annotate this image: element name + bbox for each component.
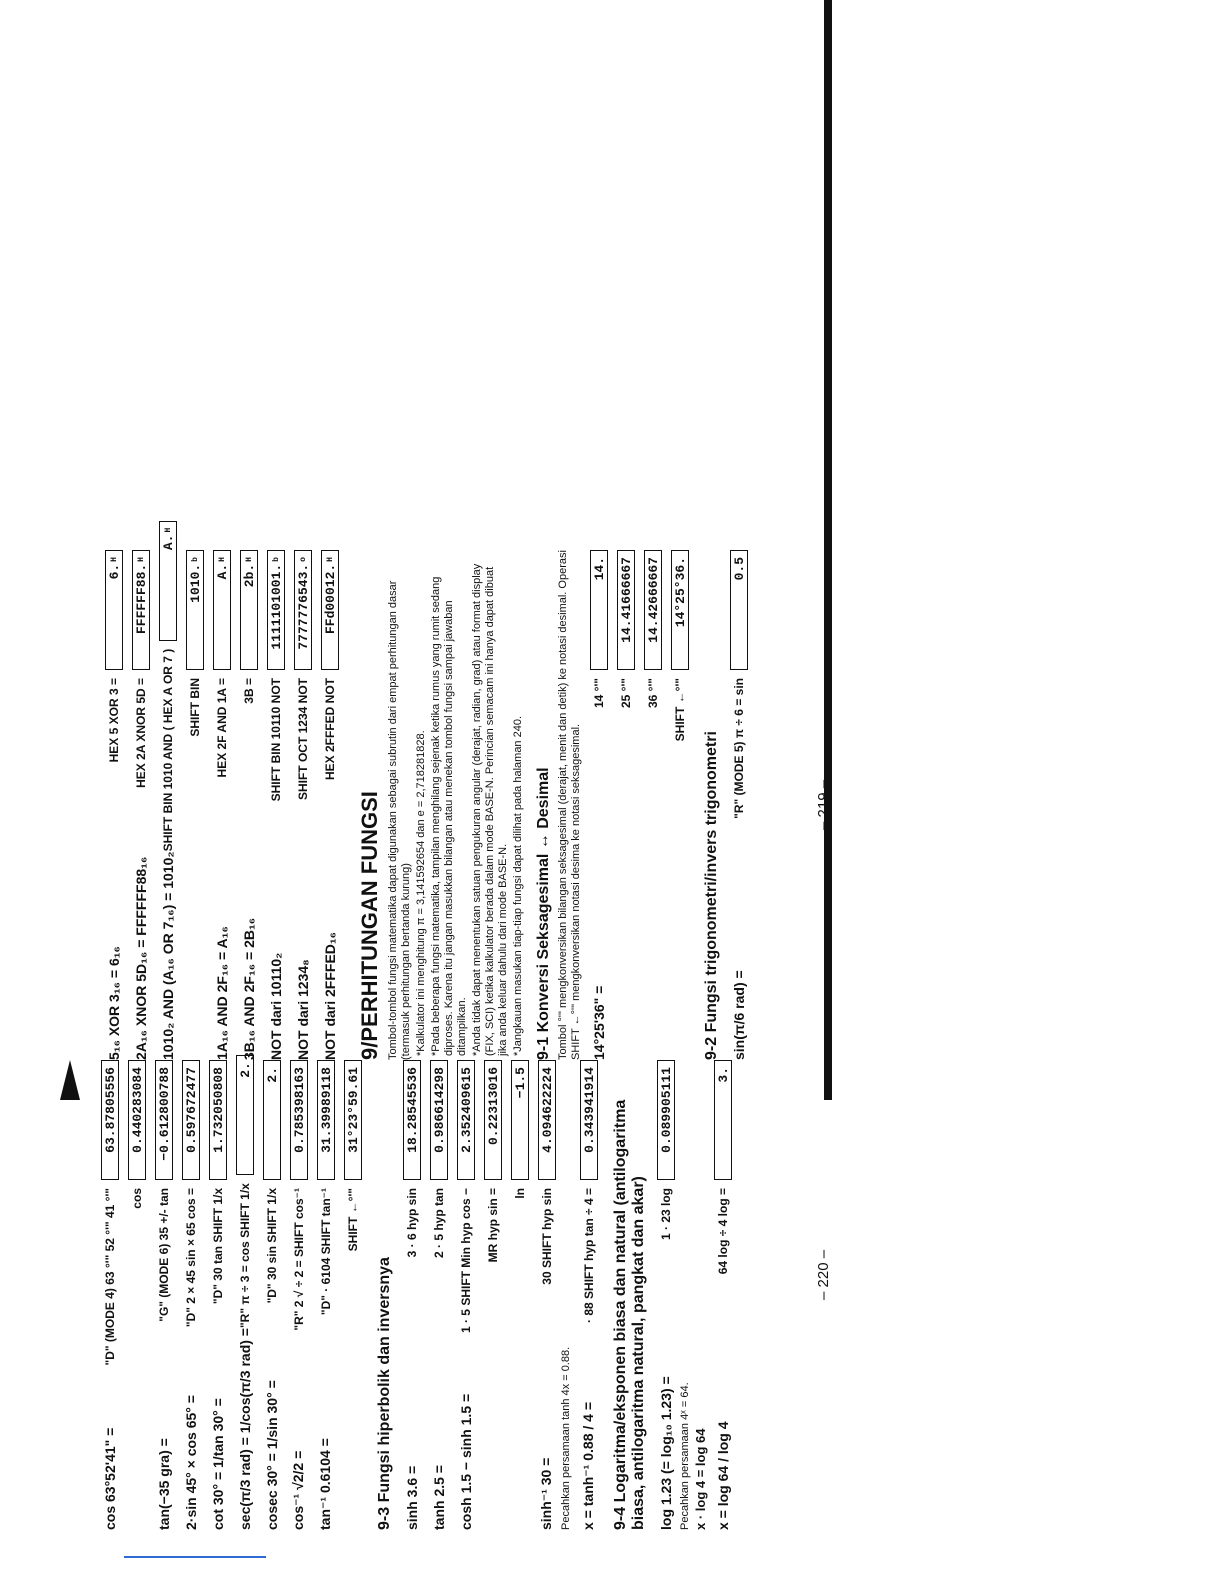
expression: tanh 2.5 = [430, 1465, 447, 1530]
section-title-9-1: 9-1 Konversi Seksagesimal ↔ Desimal [535, 767, 552, 1060]
example-row [96, 1060, 123, 1530]
key-sequence: 25 °'" [618, 678, 633, 709]
example-row [316, 550, 343, 1060]
expression: tan(−35 gra) = [155, 1438, 172, 1530]
lcd-display: 7777776543.$^o$ [294, 550, 312, 670]
mode-flag: H [109, 557, 119, 562]
example-row [398, 1060, 425, 1530]
expression: 3B₁₆ AND 2F₁₆ = 2B₁₆ [240, 917, 257, 1060]
expression: sinh 3.6 = [403, 1465, 420, 1530]
mode-flag: b [271, 557, 281, 562]
intro-paragraph: Tombol-tombol fungsi matematika dapat digunakan sebagai subrutin dari empat perhitungan dasar (termasuk perhitungan bertanda kurung) [387, 580, 412, 1060]
lcd-display: FFFFFF88.$^H$ [132, 550, 150, 670]
lcd-display: 14. [590, 550, 608, 670]
expression: cos⁻¹ √2/2 = [290, 1450, 306, 1530]
example-row [181, 550, 208, 1060]
key-sequence: MR hyp sin = [485, 1188, 500, 1263]
example-row [612, 550, 639, 1060]
example-row [204, 1060, 231, 1530]
lcd-display: 0.785398163 [290, 1060, 308, 1180]
example-row [235, 550, 262, 1060]
lcd-display: A.$^H$ [159, 521, 177, 641]
page-220 [80, 1060, 840, 1530]
key-sequence: SHIFT BIN [187, 678, 202, 737]
key-sequence: 3B = [241, 678, 256, 704]
key-sequence: 3 · 6 hyp sin [404, 1188, 419, 1258]
expression: log 1.23 (= log₁₀ 1.23) = [657, 1376, 674, 1530]
key-sequence: "D" 30 tan SHIFT 1/x [210, 1188, 225, 1305]
lcd-display: 2. [263, 1060, 281, 1180]
lcd-display: 14°25°36. [671, 550, 689, 670]
example-row [285, 1060, 312, 1530]
expression: sinh⁻¹ 30 = [538, 1457, 554, 1530]
lcd-display: 4.094622224 [538, 1060, 556, 1180]
page-219 [80, 527, 840, 1060]
example-row [575, 1060, 602, 1530]
key-sequence: SHIFT ←°'" [672, 678, 687, 742]
key-sequence: "G" (MODE 6) 35 +/- tan [156, 1188, 171, 1322]
example-row [725, 550, 752, 1060]
key-sequence: 1 · 23 log [658, 1188, 673, 1241]
lcd-display: −0.612800788 [155, 1060, 173, 1180]
example-row [452, 1060, 479, 1530]
mode-flag: o [298, 557, 308, 562]
base-n-examples [100, 527, 343, 1060]
expression: 2A₁₆ XNOR 5D₁₆ = FFFFFF88₁₆ [132, 856, 149, 1060]
lcd-display: 31°23°59.61 [344, 1060, 362, 1180]
note-item: *Kalkulator ini menghitung π = 3,141592654 dan e = 2,718281828. [415, 730, 427, 1056]
expression: 2·sin 45° × cos 65° = [182, 1395, 199, 1530]
section-title-9-2: 9-2 Fungsi trigonometri/invers trigonometri [703, 731, 720, 1060]
key-sequence: cos [129, 1188, 144, 1209]
example-row [231, 1060, 258, 1530]
key-sequence: SHIFT BIN 1010 AND ( HEX A OR 7 ) [160, 648, 175, 852]
lcd-display: FFd00012.$^H$ [321, 550, 339, 670]
section-text: Tombol °'" mengkonversikan bilangan seksagesimal (derajat, menit dan detik) ke notasi desimal. Operasi SHIFT ←°'" mengkonversikan notasi desima ke notasi seksagesimal. [557, 550, 582, 1060]
key-sequence: HEX 5 XOR 3 = [106, 678, 121, 763]
lcd-display: 6.$^H$ [105, 550, 123, 670]
expression: 1A₁₆ AND 2F₁₆ = A₁₆ [213, 926, 230, 1060]
chapter-title: 9/PERHITUNGAN FUNGSI [357, 791, 382, 1060]
example-row [709, 1060, 736, 1530]
key-sequence: SHIFT OCT 1234 NOT [295, 678, 310, 801]
key-sequence: 30 SHIFT hyp sin [539, 1188, 554, 1285]
expression: tan⁻¹ 0.6104 = [317, 1438, 333, 1530]
mode-flag: b [190, 557, 200, 562]
key-sequence: · 88 SHIFT hyp tan ÷ 4 = [581, 1188, 596, 1323]
lcd-display: 63.87805556 [101, 1060, 119, 1180]
lcd-display: 0.5 [730, 550, 748, 670]
example-row [666, 550, 693, 1060]
section-title-9-3: 9-3 Fungsi hiperbolik dan inversnya [376, 1257, 393, 1530]
key-sequence: SHIFT BIN 10110 NOT [268, 678, 283, 802]
mode-flag: H [217, 557, 227, 562]
trig-examples [96, 1060, 366, 1530]
key-sequence: "R" (MODE 5) π ÷ 6 = sin [731, 678, 746, 819]
scan-corner-mark [60, 1060, 80, 1100]
key-sequence: 1 · 5 SHIFT Min hyp cos − [458, 1188, 473, 1334]
key-sequence: SHIFT ←°'" [345, 1188, 360, 1252]
hyperbolic-examples [398, 1060, 560, 1530]
mode-flag: H [136, 557, 146, 562]
lcd-display: 2.352409615 [457, 1060, 475, 1180]
example-row [652, 1060, 679, 1530]
example-row [127, 550, 154, 1060]
log-note: Pecahkan persamaan 4ˣ = 64. [679, 1382, 691, 1530]
lcd-display: 1010.$^b$ [186, 550, 204, 670]
key-sequence: "D" 30 sin SHIFT 1/x [264, 1188, 279, 1304]
expression: NOT dari 10110₂ [267, 952, 284, 1060]
mode-flag: H [244, 557, 254, 562]
lcd-display: 2b.$^H$ [240, 550, 258, 670]
lcd-display: 0.597672477 [182, 1060, 200, 1180]
example-row [258, 1060, 285, 1530]
lcd-display: 0.986614298 [430, 1060, 448, 1180]
mode-flag: H [163, 527, 173, 533]
lcd-display: 1111101001.$^b$ [267, 550, 285, 670]
key-sequence: 36 °'" [645, 678, 660, 709]
key-sequence: HEX 2A XNOR 5D = [133, 678, 148, 788]
expression: cosec 30° = 1/sin 30° = [263, 1380, 280, 1530]
lcd-display: 14.41666667 [617, 550, 635, 670]
key-sequence: "D" · 6104 SHIFT tan⁻¹ [318, 1188, 333, 1316]
key-sequence: 64 log ÷ 4 log = [715, 1188, 730, 1275]
page-number: – 220 – [815, 1249, 832, 1300]
expression: 5₁₆ XOR 3₁₆ = 6₁₆ [105, 946, 122, 1060]
lcd-display: 3. [714, 1060, 732, 1180]
expression: sin(π/6 rad) = [730, 970, 747, 1060]
note-item: *Anda tidak dapat menentukan satuan pengukuran angular (derajat, radian, grad) atau format display (FIX, SCI) ketika kalkulator berada dalam mode BASE-N. Perincian semacam ini hanya dapat dibuat jika anda keluar dahulu dari mode BASE-N. [471, 563, 509, 1056]
rotated-spread [80, 0, 840, 1560]
lcd-display: 14.42666667 [644, 550, 662, 670]
example-row [425, 1060, 452, 1530]
example-row [312, 1060, 339, 1530]
lcd-display: 1.732050808 [209, 1060, 227, 1180]
lcd-display: 18.28545536 [403, 1060, 421, 1180]
key-sequence: 2 · 5 hyp tan [431, 1188, 446, 1259]
expression: NOT dari 1234₈ [294, 959, 311, 1060]
lcd-display: 2. [236, 1055, 254, 1175]
lcd-display: 31.39989118 [317, 1060, 335, 1180]
tanh-note: Pecahkan persamaan tanh 4x = 0.88. [560, 1346, 572, 1530]
expression: 1010₂ AND (A₁₆ OR 7₁₆) = 1010₂ [159, 851, 176, 1060]
key-sequence: "D" 2 × 45 sin × 65 cos = [183, 1188, 198, 1328]
note-item: *Pada beberapa fungsi matematika, tampilan menghilang sejenak ketika rumus yang rumit sedang diproses. Karena itu jangan masukkan bilangan atau menekan tombol fungsi sampai jawaban ditampilkan. [430, 576, 468, 1056]
expression: cosh 1.5 − sinh 1.5 = [457, 1393, 474, 1530]
example-row [585, 550, 612, 1060]
key-sequence: "R" π ÷ 3 = cos SHIFT 1/x [237, 1183, 252, 1329]
lcd-display: −1.5 [511, 1060, 529, 1180]
key-sequence: HEX 2F AND 1A = [214, 678, 229, 778]
lcd-display: 0.343941914 [580, 1060, 598, 1180]
expression: 14°25'36" = [590, 985, 607, 1060]
example-row [100, 550, 127, 1060]
sexagesimal-examples [585, 550, 693, 1060]
example-row [639, 550, 666, 1060]
lcd-display: 0.089905111 [657, 1060, 675, 1180]
expression: x = log 64 / log 4 [714, 1421, 731, 1530]
key-sequence: 14 °'" [591, 678, 606, 709]
example-row [262, 550, 289, 1060]
expression: cot 30° = 1/tan 30° = [209, 1398, 226, 1530]
log-equation: x · log 4 = log 64 [693, 1428, 708, 1530]
lcd-display: 0.440283084 [128, 1060, 146, 1180]
key-sequence: ln [512, 1188, 527, 1199]
expression: cos 63°52'41" = [101, 1427, 118, 1530]
example-row [154, 527, 181, 1060]
section-title-9-4: 9-4 Logaritma/eksponen biasa dan natural (antilogaritma biasa, antilogaritma natural, pangkat dan akar) [612, 1099, 647, 1530]
example-row [150, 1060, 177, 1530]
mode-flag: H [325, 557, 335, 562]
lcd-display: 0.22313016 [484, 1060, 502, 1180]
example-row [533, 1060, 560, 1530]
key-sequence: "D" (MODE 4) 63 °'" 52 °'" 41 °'" [102, 1188, 117, 1366]
expression: sec(π/3 rad) = 1/cos(π/3 rad) = [236, 1328, 253, 1530]
example-row [177, 1060, 204, 1530]
example-row [479, 1060, 506, 1530]
example-row [506, 1060, 533, 1530]
example-row [339, 1060, 366, 1530]
lcd-display: A.$^H$ [213, 550, 231, 670]
key-sequence: "R" 2 √ ÷ 2 = SHIFT cos⁻¹ [291, 1188, 306, 1331]
key-sequence: HEX 2FFFED NOT [322, 678, 337, 781]
example-row [208, 550, 235, 1060]
example-row [123, 1060, 150, 1530]
page-number: – 219 – [815, 779, 832, 830]
example-row [289, 550, 316, 1060]
note-item: *Jangkauan masukan tiap-tiap fungsi dapat dilihat pada halaman 240. [512, 715, 524, 1056]
expression: NOT dari 2FFFED₁₆ [321, 931, 338, 1060]
expression: x = tanh⁻¹ 0.88 / 4 = [580, 1401, 596, 1530]
